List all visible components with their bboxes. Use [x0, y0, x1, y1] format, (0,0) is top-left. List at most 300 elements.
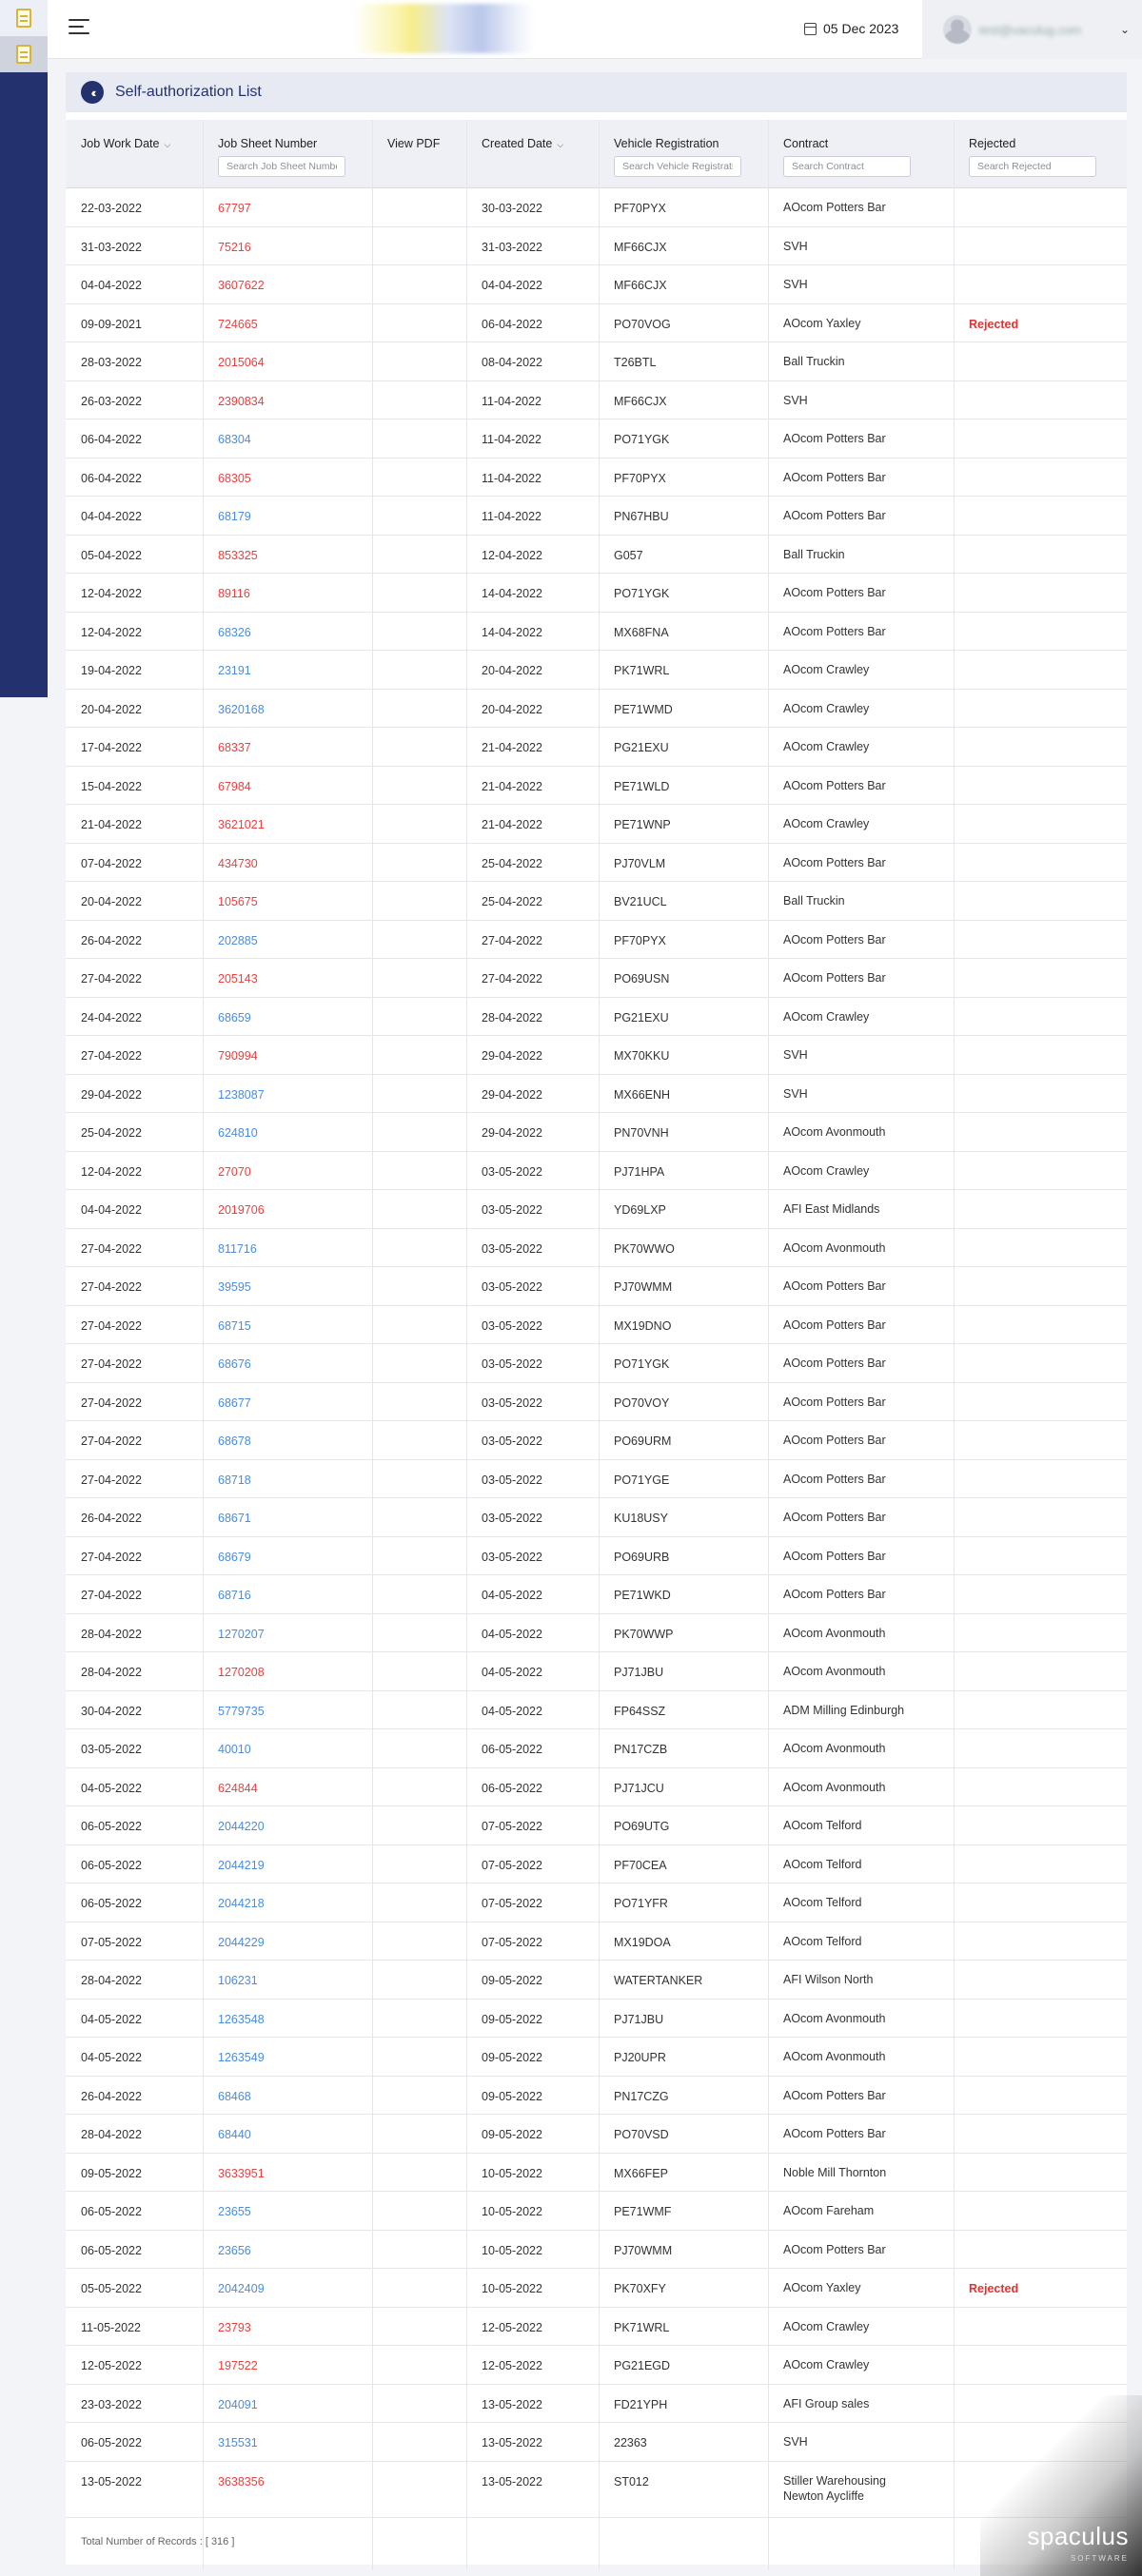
- table-row: [66, 2077, 1127, 2116]
- table-row: [66, 1652, 1127, 1691]
- created-date-cell: 29-04-2022: [482, 1126, 542, 1140]
- contract-text: AFI Wilson North: [783, 1973, 874, 1986]
- vehicle-registration-cell: PK70WWO: [614, 1241, 675, 1256]
- job-sheet-link[interactable]: 67984: [218, 779, 251, 793]
- job-work-date-cell: 24-04-2022: [81, 1010, 142, 1025]
- job-sheet-link[interactable]: 67797: [218, 202, 251, 215]
- vehicle-search-input[interactable]: [614, 156, 741, 177]
- vehicle-registration-cell: FP64SSZ: [614, 1704, 666, 1718]
- table-row: [66, 690, 1127, 729]
- job-sheet-link[interactable]: 27070: [218, 1164, 251, 1179]
- contract-cell: [768, 1421, 886, 1460]
- job-sheet-link[interactable]: 3621021: [218, 818, 265, 831]
- table-row: [66, 420, 1127, 459]
- company-logo[interactable]: [354, 4, 535, 53]
- table-row: [66, 497, 1127, 536]
- created-date-cell: 12-05-2022: [482, 2359, 542, 2372]
- job-work-date-cell: 28-03-2022: [81, 356, 142, 369]
- job-sheet-link[interactable]: 105675: [218, 895, 258, 908]
- job-sheet-link[interactable]: 68179: [218, 510, 251, 523]
- contract-text: Ball Truckin: [783, 894, 845, 907]
- rejected-status: [954, 921, 969, 960]
- created-date-cell: 03-05-2022: [482, 1473, 542, 1487]
- job-sheet-link[interactable]: 106231: [218, 1974, 258, 1987]
- created-date-cell: 06-05-2022: [482, 1781, 542, 1795]
- created-date-cell: 07-05-2022: [482, 1897, 542, 1910]
- vehicle-registration-cell: MX66FEP: [614, 2166, 668, 2180]
- job-sheet-link[interactable]: 1238087: [218, 1087, 265, 1102]
- contract-cell: [768, 1344, 886, 1383]
- avatar[interactable]: [943, 15, 972, 44]
- created-date-cell: 14-04-2022: [482, 587, 542, 600]
- created-date-cell: 09-05-2022: [482, 2012, 542, 2026]
- job-sheet-link[interactable]: 2390834: [218, 394, 265, 408]
- document-icon: [16, 45, 31, 64]
- contract-cell: [768, 1190, 879, 1229]
- job-work-date-cell: 19-04-2022: [81, 664, 142, 677]
- rejected-status: [954, 1113, 969, 1152]
- created-date-cell: 04-05-2022: [482, 1589, 542, 1602]
- job-sheet-search-input[interactable]: [218, 156, 345, 177]
- contract-cell: [768, 1806, 861, 1845]
- job-sheet-link[interactable]: 1263549: [218, 2051, 265, 2064]
- vehicle-registration-cell: PO69URM: [614, 1434, 672, 1448]
- table-row: [66, 1152, 1127, 1191]
- vehicle-registration-cell: PE71WMD: [614, 702, 673, 716]
- contract-text: SVH: [783, 239, 808, 253]
- created-date-cell: 06-05-2022: [482, 1743, 542, 1756]
- vehicle-registration-cell: PO71YGK: [614, 587, 670, 600]
- contract-cell: [768, 1383, 886, 1422]
- table-row: [66, 1460, 1127, 1499]
- contract-text: AOcom Potters Bar: [783, 432, 886, 445]
- contract-cell: [768, 767, 886, 806]
- created-date-cell: 11-04-2022: [482, 471, 542, 485]
- job-sheet-link[interactable]: 68468: [218, 2089, 251, 2103]
- job-work-date-cell: 04-04-2022: [81, 510, 142, 523]
- table-row: [66, 459, 1127, 498]
- job-sheet-link[interactable]: 68715: [218, 1318, 251, 1333]
- sort-chevron-icon[interactable]: ⌵: [557, 140, 564, 149]
- column-label: Created Date: [482, 137, 553, 150]
- job-work-date-cell: 06-05-2022: [81, 1858, 142, 1872]
- contract-text: AOcom Avonmouth: [783, 2011, 886, 2025]
- vehicle-registration-cell: PK71WRL: [614, 2320, 670, 2334]
- vehicle-registration-cell: PK70WWP: [614, 1627, 674, 1641]
- table-row: [66, 1806, 1127, 1845]
- job-work-date-cell: 28-04-2022: [81, 1666, 142, 1679]
- rejected-status: [954, 1806, 969, 1845]
- job-work-date-cell: 28-04-2022: [81, 1974, 142, 1987]
- column-vehicle-registration: [599, 120, 768, 188]
- contract-text: AOcom Potters Bar: [783, 1588, 886, 1601]
- job-work-date-cell: 04-05-2022: [81, 2012, 142, 2026]
- contract-text: AOcom Potters Bar: [783, 1549, 886, 1563]
- contract-text: ADM Milling Edinburgh: [783, 1703, 905, 1717]
- column-job-work-date[interactable]: [66, 120, 203, 188]
- contract-cell: [768, 844, 886, 883]
- current-date-text: 05 Dec 2023: [823, 21, 899, 36]
- rejected-status: [954, 690, 969, 729]
- created-date-cell: 28-04-2022: [482, 1010, 542, 1025]
- table-row: [66, 2000, 1127, 2039]
- created-date-cell: 03-05-2022: [482, 1512, 542, 1525]
- job-sheet-link[interactable]: 89116: [218, 587, 250, 600]
- job-sheet-link[interactable]: 624844: [218, 1781, 258, 1795]
- job-sheet-link[interactable]: 1263548: [218, 2012, 265, 2026]
- vehicle-registration-cell: PJ71HPA: [614, 1164, 665, 1179]
- contract-cell: [768, 1152, 869, 1191]
- contract-text: AFI East Midlands: [783, 1202, 880, 1216]
- table-row: [66, 805, 1127, 844]
- vehicle-registration-cell: PJ71JBU: [614, 2012, 664, 2026]
- job-sheet-link[interactable]: 68326: [218, 625, 251, 639]
- vehicle-registration-cell: PF70PYX: [614, 933, 666, 947]
- job-sheet-link[interactable]: 434730: [218, 856, 258, 870]
- job-sheet-link[interactable]: 68440: [218, 2128, 251, 2141]
- job-sheet-link[interactable]: 3607622: [218, 279, 265, 292]
- table-row: [66, 2385, 1127, 2424]
- job-work-date-cell: 23-03-2022: [81, 2397, 142, 2411]
- job-work-date-cell: 29-04-2022: [81, 1087, 142, 1102]
- vehicle-registration-cell: PK71WRL: [614, 664, 670, 677]
- job-sheet-link[interactable]: 68716: [218, 1589, 251, 1602]
- created-date-cell: 25-04-2022: [482, 856, 542, 870]
- table-row: [66, 651, 1127, 690]
- rejected-status: [954, 1421, 969, 1460]
- vehicle-registration-cell: T26BTL: [614, 356, 657, 369]
- contract-cell: [768, 1498, 886, 1537]
- user-menu[interactable]: [922, 0, 1142, 59]
- vehicle-registration-cell: PF70PYX: [614, 202, 666, 215]
- job-sheet-link[interactable]: 205143: [218, 972, 258, 986]
- job-sheet-link[interactable]: 68679: [218, 1550, 251, 1564]
- contract-cell: [768, 1113, 885, 1152]
- job-work-date-cell: 25-04-2022: [81, 1126, 142, 1140]
- table-row: [66, 1961, 1127, 2000]
- contract-text: AOcom Avonmouth: [783, 1626, 886, 1640]
- column-rejected: [954, 120, 1127, 188]
- job-sheet-link[interactable]: 23655: [218, 2205, 251, 2218]
- contract-text: AOcom Potters Bar: [783, 1279, 886, 1293]
- job-work-date-cell: 04-05-2022: [81, 2051, 142, 2064]
- contract-text: AOcom Avonmouth: [783, 2050, 886, 2063]
- job-sheet-link[interactable]: 40010: [218, 1743, 251, 1756]
- job-sheet-link[interactable]: 23656: [218, 2243, 251, 2257]
- vehicle-registration-cell: MF66CJX: [614, 279, 667, 292]
- contract-text: AOcom Avonmouth: [783, 1780, 886, 1794]
- vehicle-registration-cell: PE71WMF: [614, 2205, 672, 2218]
- rejected-status: [954, 1691, 969, 1730]
- job-sheet-link[interactable]: 790994: [218, 1049, 258, 1063]
- rejected-status: [954, 1922, 969, 1961]
- rejected-status: [954, 998, 969, 1037]
- contract-cell: [768, 1729, 885, 1768]
- job-sheet-link[interactable]: 2019706: [218, 1203, 265, 1217]
- job-work-date-cell: 07-04-2022: [81, 856, 142, 870]
- created-date-cell: 07-05-2022: [482, 1935, 542, 1949]
- table-row: [66, 1229, 1127, 1268]
- contract-text: AOcom Crawley: [783, 817, 870, 830]
- created-date-cell: 12-05-2022: [482, 2320, 542, 2334]
- contract-text: SVH: [783, 393, 808, 407]
- job-work-date-cell: 03-05-2022: [81, 1743, 142, 1756]
- vehicle-registration-cell: PO69USN: [614, 972, 670, 986]
- job-work-date-cell: 04-05-2022: [81, 1781, 142, 1795]
- contract-cell: [768, 2346, 869, 2385]
- job-sheet-link[interactable]: 197522: [218, 2359, 258, 2372]
- rejected-status: [954, 497, 969, 536]
- sidebar-logo[interactable]: [0, 0, 48, 36]
- job-sheet-link[interactable]: 5779735: [218, 1704, 265, 1718]
- contract-cell: [768, 882, 845, 921]
- job-sheet-link[interactable]: 75216: [218, 240, 251, 254]
- job-sheet-link[interactable]: 2044220: [218, 1820, 265, 1833]
- contract-cell: [768, 459, 886, 498]
- contract-text: AOcom Crawley: [783, 740, 870, 753]
- rejected-status: [954, 574, 969, 613]
- top-bar: [0, 0, 1142, 59]
- table-row: [66, 1113, 1127, 1152]
- job-sheet-link[interactable]: 68305: [218, 471, 251, 485]
- created-date-cell: 20-04-2022: [482, 664, 542, 677]
- table-row: [66, 767, 1127, 806]
- column-label: Contract: [783, 137, 829, 150]
- job-work-date-cell: 27-04-2022: [81, 972, 142, 986]
- vehicle-registration-cell: PJ70WMM: [614, 1280, 673, 1294]
- contract-cell: [768, 304, 861, 343]
- rejected-status: [954, 1152, 969, 1191]
- rejected-status: [954, 882, 969, 921]
- contract-cell: [768, 651, 869, 690]
- contract-cell: [768, 1460, 886, 1499]
- rejected-status: [954, 342, 969, 381]
- contract-cell: [768, 227, 808, 266]
- job-sheet-link[interactable]: 68304: [218, 433, 251, 446]
- job-work-date-cell: 05-04-2022: [81, 548, 142, 562]
- contract-text: AOcom Potters Bar: [783, 1472, 886, 1486]
- job-work-date-cell: 30-04-2022: [81, 1704, 142, 1718]
- rejected-status: [954, 959, 969, 998]
- rejected-status: [954, 2346, 969, 2385]
- table-row: [66, 1306, 1127, 1345]
- job-sheet-link[interactable]: 2044229: [218, 1935, 265, 1949]
- rejected-status: [954, 1075, 969, 1114]
- contract-text: AOcom Potters Bar: [783, 2242, 886, 2256]
- rejected-status: [954, 2038, 969, 2077]
- created-date-cell: 10-05-2022: [482, 2282, 542, 2295]
- contract-cell: [768, 1883, 861, 1922]
- total-records: Total Number of Records : [ 316 ]: [81, 2536, 235, 2547]
- created-date-cell: 20-04-2022: [482, 702, 542, 716]
- contract-cell: [768, 690, 869, 729]
- job-sheet-link[interactable]: 68677: [218, 1395, 251, 1410]
- job-sheet-link[interactable]: 68718: [218, 1473, 251, 1487]
- created-date-cell: 29-04-2022: [482, 1049, 542, 1063]
- job-sheet-link[interactable]: 68337: [218, 741, 251, 754]
- created-date-cell: 11-04-2022: [482, 510, 542, 523]
- contract-cell: [768, 2231, 886, 2270]
- rejected-status: [954, 1537, 969, 1576]
- contract-text: AOcom Avonmouth: [783, 1665, 886, 1678]
- contract-cell: [768, 2154, 886, 2193]
- job-work-date-cell: 12-05-2022: [81, 2359, 142, 2372]
- table-row: [66, 2154, 1127, 2193]
- vehicle-registration-cell: PN67HBU: [614, 510, 669, 523]
- back-button[interactable]: ‹‹: [81, 81, 104, 104]
- table-row: [66, 1922, 1127, 1961]
- job-sheet-link[interactable]: 624810: [218, 1126, 258, 1140]
- table-header: [66, 120, 1127, 188]
- job-sheet-link[interactable]: 68659: [218, 1010, 251, 1025]
- job-sheet-link[interactable]: 23793: [218, 2320, 251, 2334]
- column-contract: [768, 120, 954, 188]
- created-date-cell: 09-05-2022: [482, 2089, 542, 2103]
- job-sheet-link[interactable]: 204091: [218, 2397, 258, 2411]
- column-job-sheet-number: [203, 120, 372, 188]
- contract-text: AOcom Potters Bar: [783, 1356, 886, 1370]
- table-row: [66, 536, 1127, 575]
- table-row: [66, 381, 1127, 420]
- job-work-date-cell: 27-04-2022: [81, 1241, 142, 1256]
- job-sheet-link[interactable]: 315531: [218, 2436, 258, 2449]
- job-sheet-link[interactable]: 2015064: [218, 356, 265, 369]
- vehicle-registration-cell: 22363: [614, 2436, 647, 2449]
- vehicle-registration-cell: BV21UCL: [614, 895, 667, 908]
- job-sheet-link[interactable]: 23191: [218, 664, 251, 677]
- table-row: [66, 265, 1127, 304]
- contract-search-input[interactable]: [783, 156, 911, 177]
- sort-chevron-icon[interactable]: ⌵: [164, 140, 171, 149]
- created-date-cell: 31-03-2022: [482, 240, 542, 254]
- table-row: [66, 2115, 1127, 2154]
- contract-text: SVH: [783, 2435, 808, 2449]
- job-work-date-cell: 27-04-2022: [81, 1434, 142, 1448]
- contract-text: AOcom Avonmouth: [783, 1742, 886, 1755]
- vehicle-registration-cell: PJ70WMM: [614, 2243, 673, 2257]
- contract-text: AOcom Potters Bar: [783, 1434, 886, 1447]
- contract-cell: [768, 2000, 885, 2039]
- contract-text: AOcom Potters Bar: [783, 932, 886, 946]
- contract-text: AOcom Potters Bar: [783, 971, 886, 985]
- contract-text: Ball Truckin: [783, 547, 845, 561]
- job-sheet-link[interactable]: 3633951: [218, 2166, 265, 2180]
- rejected-status: [954, 2385, 969, 2424]
- job-work-date-cell: 22-03-2022: [81, 202, 142, 215]
- job-sheet-link[interactable]: 2044219: [218, 1858, 265, 1872]
- contract-cell: [768, 2462, 886, 2501]
- table-row: [66, 574, 1127, 613]
- rejected-status: [954, 1961, 969, 2000]
- contract-cell: [768, 1691, 904, 1730]
- rejected-search-input[interactable]: [969, 156, 1096, 177]
- job-work-date-cell: 09-05-2022: [81, 2166, 142, 2180]
- column-created-date[interactable]: [466, 120, 599, 188]
- contract-text: AOcom Potters Bar: [783, 2127, 886, 2140]
- contract-cell: [768, 959, 886, 998]
- table-row: [66, 1575, 1127, 1614]
- job-sheet-link[interactable]: 202885: [218, 933, 258, 947]
- rejected-status: [954, 1267, 969, 1306]
- table-row: [66, 882, 1127, 921]
- job-sheet-link[interactable]: 3638356: [218, 2474, 265, 2488]
- sidebar-item-self-authorization[interactable]: [0, 36, 48, 72]
- vehicle-registration-cell: PE71WLD: [614, 779, 670, 793]
- job-sheet-link[interactable]: 811716: [218, 1241, 257, 1256]
- vehicle-registration-cell: PO71YGK: [614, 1357, 670, 1371]
- job-sheet-link[interactable]: 68676: [218, 1357, 251, 1371]
- job-work-date-cell: 04-04-2022: [81, 1203, 142, 1217]
- vehicle-registration-cell: PF70PYX: [614, 471, 666, 485]
- created-date-cell: 13-05-2022: [482, 2474, 542, 2488]
- table-row: [66, 2038, 1127, 2077]
- job-sheet-link[interactable]: 2042409: [218, 2282, 265, 2295]
- job-sheet-link[interactable]: 3620168: [218, 702, 265, 716]
- contract-cell: [768, 2038, 885, 2077]
- job-sheet-link[interactable]: 68671: [218, 1512, 251, 1525]
- contract-text: AOcom Potters Bar: [783, 624, 886, 638]
- menu-toggle-icon[interactable]: [69, 19, 89, 36]
- created-date-cell: 03-05-2022: [482, 1550, 542, 1564]
- job-work-date-cell: 27-04-2022: [81, 1550, 142, 1564]
- job-sheet-link[interactable]: 853325: [218, 548, 258, 562]
- vehicle-registration-cell: FD21YPH: [614, 2397, 668, 2411]
- job-work-date-cell: 06-04-2022: [81, 471, 142, 485]
- job-work-date-cell: 27-04-2022: [81, 1318, 142, 1333]
- vehicle-registration-cell: MF66CJX: [614, 240, 667, 254]
- contract-cell: [768, 2423, 808, 2462]
- created-date-cell: 11-04-2022: [482, 433, 542, 446]
- job-sheet-link[interactable]: 2044218: [218, 1897, 265, 1910]
- created-date-cell: 11-04-2022: [482, 394, 542, 408]
- vehicle-registration-cell: PO71YGE: [614, 1473, 670, 1487]
- contract-text: AOcom Potters Bar: [783, 470, 886, 484]
- rejected-status: [954, 1306, 969, 1345]
- contract-text: AOcom Avonmouth: [783, 1240, 886, 1255]
- created-date-cell: 09-05-2022: [482, 2128, 542, 2141]
- column-view-pdf: [372, 120, 466, 188]
- job-sheet-link[interactable]: 39595: [218, 1280, 251, 1294]
- vehicle-registration-cell: PJ71JBU: [614, 1666, 664, 1679]
- job-sheet-link[interactable]: 724665: [218, 317, 258, 331]
- contract-text: AOcom Crawley: [783, 2358, 870, 2371]
- job-sheet-link[interactable]: 1270208: [218, 1666, 265, 1679]
- table-row: [66, 1498, 1127, 1537]
- created-date-cell: 10-05-2022: [482, 2243, 542, 2257]
- vehicle-registration-cell: PE71WKD: [614, 1589, 671, 1602]
- rejected-status: [954, 2423, 969, 2462]
- job-sheet-link[interactable]: 68678: [218, 1434, 251, 1448]
- user-email[interactable]: test@vaculug.com: [979, 22, 1082, 37]
- table-row: [66, 2423, 1127, 2462]
- vehicle-registration-cell: MX70KKU: [614, 1049, 670, 1063]
- job-work-date-cell: 05-05-2022: [81, 2282, 142, 2295]
- vehicle-registration-cell: PG21EGD: [614, 2359, 671, 2372]
- contract-cell: [768, 497, 886, 536]
- table-row: [66, 728, 1127, 767]
- chevron-down-icon[interactable]: ⌄: [1120, 23, 1131, 36]
- rejected-status: [954, 805, 969, 844]
- rejected-status: Rejected: [969, 2282, 1019, 2295]
- vehicle-registration-cell: PG21EXU: [614, 741, 669, 754]
- current-date: [804, 21, 898, 36]
- contract-cell: [768, 2077, 886, 2116]
- job-work-date-cell: 27-04-2022: [81, 1473, 142, 1487]
- job-sheet-link[interactable]: 1270207: [218, 1627, 265, 1641]
- column-label: View PDF: [387, 137, 441, 150]
- contract-cell: [768, 921, 886, 960]
- contract-cell: [768, 536, 845, 575]
